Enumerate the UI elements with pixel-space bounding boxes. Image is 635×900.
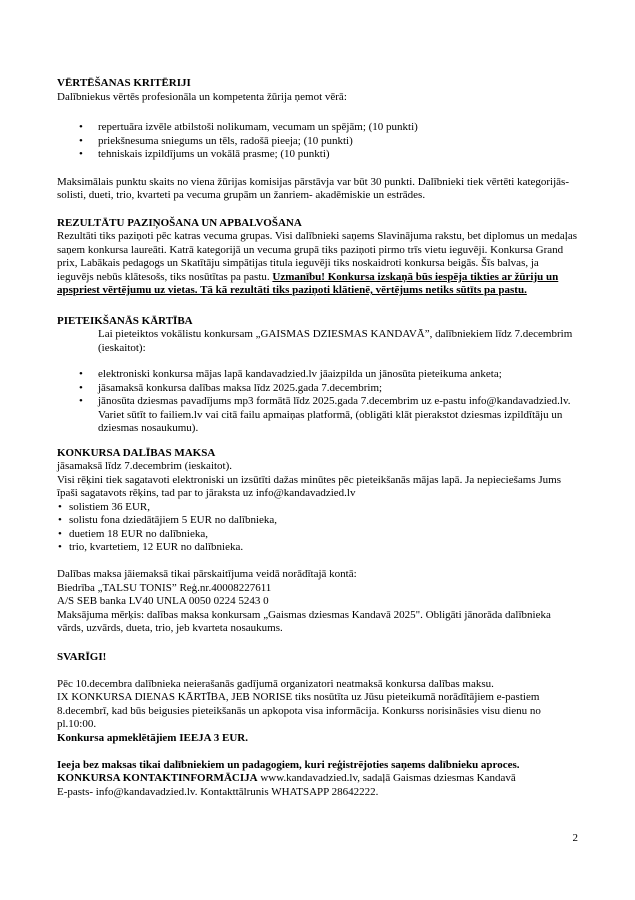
list-item: • repertuāra izvēle atbilstoši nolikumam, vecumam un spējām; (10 punkti) — [57, 121, 578, 135]
list-item: • solistiem 36 EUR, — [57, 501, 578, 515]
maksa-account-intro: Dalības maksa jāiemaksā tikai pārskaitījuma veidā norādītajā kontā: — [57, 568, 357, 580]
maksa-payment-purpose: Maksājuma mērķis: dalības maksa konkursam „Gaismas dziesmas Kandavā 2025". Obligāti jānorāda dalībnieka vārds, uzvārds, dueta, trio, jeb kvarteta nosaukums. — [57, 608, 551, 634]
maksa-invoice-info: Visi rēķini tiek sagatavoti elektroniski un izsūtīti dažas minūtes pēc pieteikšanās mājas lapā. Ja nepieciešams Jums īpaši sagatavots rēķins, tad par to jāraksta uz info@kandavadzied.lv — [57, 473, 561, 499]
list-item: • duetiem 18 EUR no dalībnieka, — [57, 528, 578, 542]
contact-info-website: www.kandavadzied.lv, sadaļā Gaismas dziesmas Kandavā — [257, 772, 516, 784]
document-content — [57, 77, 578, 799]
vertesana-intro: Dalībniekus vērtēs profesionāla un kompetenta žūrija ņemot vērā: — [57, 90, 347, 103]
page-number: 2 — [572, 832, 578, 844]
maksa-deadline: jāsamaksā līdz 7.decembrim (ieskaitot). — [57, 460, 233, 472]
list-item: • trio, kvartetiem, 12 EUR no dalībnieka. — [57, 541, 578, 555]
list-item: • jānosūta dziesmas pavadījums mp3 formātā līdz 2025.gada 7.decembrim uz e-pastu info@kandavadzied.lv. Variet sūtīt to failiem.lv vai citā failu apmaiņas platformā, (obligāti klāt pierakstot dziesmas izpildītāju un dziesmas nosaukumu). — [57, 395, 578, 436]
list-item: • jāsamaksā konkursa dalības maksa līdz 2025.gada 7.decembrim; — [57, 382, 578, 396]
pieteiksanas-bullet-list — [57, 368, 578, 436]
rezultati-paragraph — [57, 230, 578, 298]
svarigi-schedule-info: IX KONKURSA DIENAS KĀRTĪBA, JEB NORISE tiks nosūtīta uz Jūsu pieteikumā norādītājiem e-pastiem 8.decembrī, kad būs beigusies pieteikšanās un apkopota visa informācija. Konkurss norisināsies visu dienu no pl.10:00. — [57, 691, 541, 730]
list-item: • priekšnesuma sniegums un tēls, radošā pieeja; (10 punkti) — [57, 135, 578, 149]
svarigi-no-refund: Pēc 10.decembra dalībnieka neierašanās gadījumā organizatori neatmaksā konkursa dalības maksu. — [57, 677, 494, 690]
contact-info-line — [57, 772, 578, 786]
maksa-account-name: Biedrība „TALSU TONIS” Reģ.nr.40008227611 — [57, 581, 272, 594]
section-heading-rezultatu-pazinosana: REZULTĀTU PAZIŅOŠANA UN APBALVOŠANA — [57, 216, 302, 229]
vertesana-summary: Maksimālais punktu skaits no viena žūrijas komisijas pārstāvja var būt 30 punkti. Dalībnieki tiek vērtēti kategorijās- solisti, dueti, trio, kvarteti pa vecuma grupām un žanriem- akadēmiskie un estrādes. — [57, 175, 569, 201]
list-item: • elektroniski konkursa mājas lapā kandavadzied.lv jāaizpilda un jānosūta pieteikuma anketa; — [57, 368, 578, 382]
rezultati-body-text: Rezultāti tiks paziņoti pēc katras vecuma grupas. Visi dalībnieki saņems Slavinājuma rakstu, bet diplomus un medaļas saņem konkursa laureāti. Katrā kategorijā un vecuma grupā tiks paziņoti pirmo trīs vietu ieguvēji. Konkursa Grand prix, Labākais pedagogs un Skatītāju simpātijas titula ieguvēji tiks noskaidroti konkursa beigās. Šīs balvas, ja ieguvējs nebūs klātesošs, tiks nosūtītas pa pastu. — [57, 230, 577, 283]
maksa-bullet-list — [57, 501, 578, 555]
section-heading-pieteiksanas-kartiba: PIETEIKŠANĀS KĀRTĪBA — [57, 314, 193, 327]
list-item: • solistu fona dziedātājiem 5 EUR no dalībnieka, — [57, 514, 578, 528]
pieteiksanas-intro: Lai pieteiktos vokālistu konkursam „GAISMAS DZIESMAS KANDAVĀ”, dalībniekiem līdz 7.decembrim (ieskaitot): — [98, 328, 573, 354]
section-heading-svarigi: SVARĪGI! — [57, 650, 107, 663]
svarigi-free-entry: Ieeja bez maksas tikai dalībniekiem un padagogiem, kuri reģistrējoties saņems dalībnieku aproces. — [57, 758, 520, 771]
section-heading-dalibas-maksa: KONKURSA DALĪBAS MAKSA — [57, 446, 216, 459]
contact-info-label: KONKURSA KONTAKTINFORMĀCIJA — [57, 772, 258, 784]
list-item: • tehniskais izpildījums un vokālā prasme; (10 punkti) — [57, 148, 578, 162]
section-heading-vertesanas-kriteriji: VĒRTĒŠANAS KRITĒRIJI — [57, 77, 191, 89]
vertesana-bullet-list — [57, 121, 578, 162]
contact-email-line: E-pasts- info@kandavadzied.lv. Kontakttālrunis WHATSAPP 28642222. — [57, 785, 379, 798]
rezultati-emphasis-text: Uzmanību! Konkursa izskaņā būs iespēja tikties ar žūriju un apspriest vērtējumu uz vietas. Tā kā rezultāti tiks paziņoti klātienē, vērtējums netiks sūtīts pa pastu. — [57, 270, 559, 296]
maksa-account-bank: A/S SEB banka LV40 UNLA 0050 0224 5243 0 — [57, 595, 269, 607]
svarigi-entry-fee: Konkursa apmeklētājiem IEEJA 3 EUR. — [57, 731, 248, 744]
